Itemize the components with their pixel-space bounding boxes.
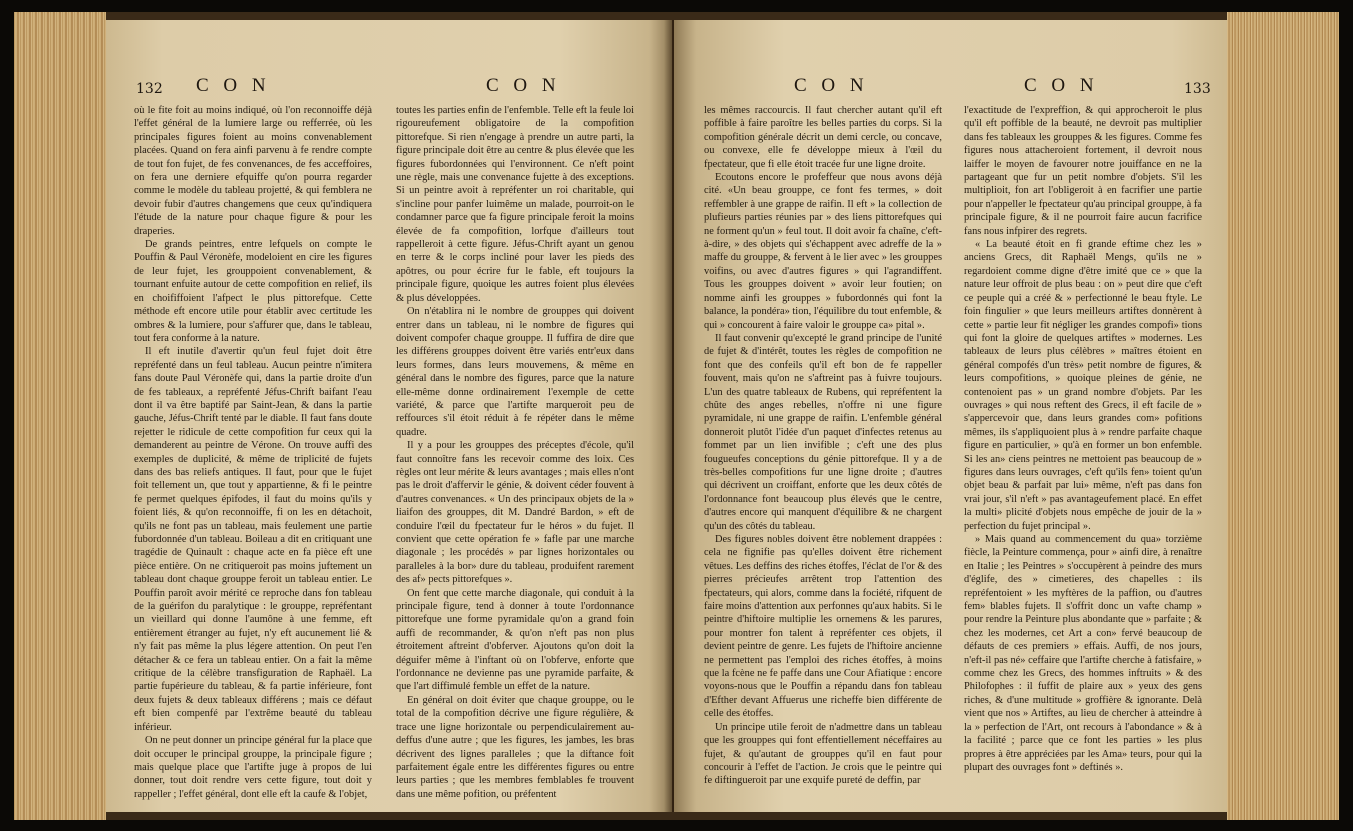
text-column-right — [964, 104, 1202, 774]
page-edges-right — [1227, 12, 1339, 820]
page-number: 132 — [136, 81, 163, 97]
paragraph: Il faut convenir qu'excepté le grand principe de l'unité de fujet & d'intérêt, toutes les règles de compofition ne font que des confeils qu'il eft bon de fe rappeller fouvent, mais qu'on ne s'aftreint pas à fuivre toujours. L'un des quatre tableaux de Rubens, qui repréfentent la chûte des anges rebelles, n'offre ni une figure pyramidale, ni une grappe de raifin. L'enfemble général donneroit plutôt l'idée d'un paquet d'infectes retenus au fommet par un lien invifible ; c'eft une des plus fougueufes conceptions du génie pittorefque. Il y a de très-belles compofitions fur une ligne droite ; d'autres qui décrivent un croiffant, enforte que les deux côtés de l'ordonnance font beaucoup plus élevés que le centre, d'autres encore qui manquent d'équilibre & ne chargent qu'un des côtés du tableau. — [704, 332, 942, 532]
paragraph: En général on doit éviter que chaque grouppe, ou le total de la compofition décrive une figure régulière, & trace une ligne horizontale ou perpendiculairement au-deffus d'une autre ; que les figures, les jambes, les bras décrivent des lignes paralleles ; que la diftance foit parfaitement égale entre les différentes figures ou entre leurs parties ; que les membres femblables fe trouvent dans une même pofition, ou préfentent — [396, 694, 634, 800]
paragraph: toutes les parties enfin de l'enfemble. Telle eft la feule loi rigoureufement obligatoire de la compofition pittorefque. Si rien n'engage à prendre un autre parti, la figure principale doit être au centre & plus élevée que les figures fubordonnées qui l'environnent. Ce n'eft point une règle, mais une convenance fujette à des exceptions. Si un peintre avoit à repréfenter un roi charitable, qui s'incline pour panfer luimême un malade, pourroit-on le condamner parce que fa figure principale feroit la moins élevée de fa compofition, lorfque d'ailleurs tout rappelleroit à cette figure. Jéfus-Chrift ayant un genou en terre & le corps incliné pour laver les pieds des apôtres, ou pour écrire fur le fable, eft toujours la principale figure, quoique les autres foient plus élevées & plus développées. — [396, 105, 634, 304]
paragraph: Ecoutons encore le profeffeur que nous avons déjà cité. «Un beau grouppe, ce font fes termes, » doit reffembler à une grappe de raifin. Il eft » la collection de plufieurs parties réunies par » des liens pittorefques qui ne forment qu'un » feul tout. Il doit avoir fa chaîne, c'eft-à-dire, » des objets qui s'échappent avec adreffe de la » maffe du grouppe, & fervent à le lier avec » les grouppes voifins, ou avec d'autres figures » qui l'agrandiffent. Tous les grouppes doivent » avoir leur foutien; on nomme ainfi les grouppes » fubordonnés qui font la balance, la pondéra» tion, l'équilibre du tout enfemble, & qui » concourent à faire valoir le grouppe ca» pital ». — [704, 172, 942, 331]
paragraph: De grands peintres, entre lefquels on compte le Pouffin & Paul Véronèfe, modeloient en cire les figures de leur fujet, les grouppoient convenablement, & tournant enfuite autour de cette compofition en relief, ils en choififfoient l'afpect le plus pittorefque. Cette méthode eft encore utile pour établir avec certitude les ombres & la lumiere, pour s'affurer que, dans le tableau, tout fera conforme à la nature. — [134, 239, 372, 344]
page-edges-left — [14, 12, 106, 820]
paragraph: « La beauté étoit en fi grande eftime chez les » anciens Grecs, dit Raphaël Mengs, qu'ils ne » regardoient comme digne d'être imité que ce » que la nature leur offroit de plus beau : on » peut dire que c'eft ce peuple qui a créé & » perfectionné le beau ftyle. Le foin fingulier » que leurs meilleurs artiftes donnèrent à cette » partie leur fit négliger les grandes compofi» tions qui font la gloire de quelques artiftes » modernes. Les tableaux de leurs plus célèbres » maîtres étoient en général compofés d'un très» petit nombre de figures, & leurs compofitions, » quoique pleines de génie, ne contenoient pas » un grand nombre d'objets. Par les ouvrages » qui nous reftent des Grecs, il eft facile de » s'appercevoir que, dans leurs grandes com» pofitions mêmes, ils s'appliquoient plus à » rendre parfaite chaque figure en particulier, » qu'à en former un bon enfemble. Si les an» ciens peintres ne mettoient pas beaucoup de » figures dans leurs ouvrages, c'eft qu'ils fen» toient qu'un objet beau & parfait par lui» même, n'eft pas dans fon vrai jour, s'il n'eft » pas avantageufement placé. En effet la multi» plicité d'objets nous empêche de jouir de la » perfection du fujet principal ». — [964, 239, 1202, 532]
running-headword: C O N — [196, 75, 271, 96]
paragraph: Des figures nobles doivent être noblement drappées : cela ne fignifie pas qu'elles doivent être richement vêtues. Les deffins des riches étoffes, l'éclat de l'or & des pierres précieufes arrêtent trop l'attention des fpectateurs, qui alors, comme dans la fociété, rifquent de faire moins d'attention aux perfonnes qu'aux habits. Si le peintre d'hiftoire multiplie les ornemens & les parures, pour montrer fon talent à repréfenter ces objets, il devient peintre de genre. Les fujets de l'hiftoire ancienne ne permettent pas l'emploi des riches étoffes, à moins que la fcène ne fe paffe dans une Cour Afiatique : encore voyons-nous que le Pouffin a répandu dans fon tableau d'Efther devant Affuerus une richeffe bien différente de celle des étoffes. — [704, 534, 942, 720]
running-headword: C O N — [794, 75, 869, 96]
right-page-header — [674, 75, 1227, 101]
open-book — [14, 12, 1339, 820]
running-headword: C O N — [486, 75, 561, 96]
paragraph: On n'établira ni le nombre de grouppes qui doivent entrer dans un tableau, ni le nombre de figures qui doivent compofer chaque grouppe. Il fuffira de dire que les différens grouppes doivent être variés entr'eux dans leurs formes, dans leurs mouvemens, & même en général dans le nombre des figures, parce que la nature elle-même donne ordinairement l'exemple de cette variété, & parce que l'artifte marqueroit peu de reffources s'il étoit réduit à fe répéter dans le même quadre. — [396, 306, 634, 438]
paragraph: Il eft inutile d'avertir qu'un feul fujet doit être repréfenté dans un feul tableau. Aucun peintre n'imitera fans doute Paul Véronèfe qui, dans la partie droite d'un de fes tableaux, a repréfenté Jéfus-Chrift baifant l'eau dont il va être baptifé par Saint-Jean, & dans la partie gauche, Jéfus-Chrift tenté par le diable. Il faut fans doute rejetter le ridicule de cette compofition fur ceux qui la demanderent au peintre de Vérone. On trouve auffi des exemples de duplicité, & même de triplicité de fujets dans des bas reliefs antiques. Il faut, pour que le fujet foit tellement un, que tout y appartienne, & fi le peintre fe permet quelques épifodes, il faut du moins qu'ils y foient liés, & qu'on reconnoiffe, fi on les en détachoit, qu'ils ne font pas un tableau, mais feulement une partie fubordonnée d'un tableau. Boileau a dit en critiquant une tragédie de Quinault : chaque acte en fa pièce eft une pièce entière. On ne critiqueroit pas moins juftement un tableau dont chaque grouppe feroit un tableau entier. Le Pouffin paroît avoir mérité ce reproche dans fon tableau de la guérifon du paralytique : le grouppe, repréfentant un vieillard qui donne l'aumône à une femme, eft entièrement étranger au fujet, n'y eft aucunement lié & n'y fait pas même la plus légere attention. On peut l'en détacher & ce fera un tableau entier. On a fait la même critique de la célèbre transfiguration de Raphaël. La partie fupérieure du tableau, & fa partie inférieure, font deux fujets & deux tableaux différens ; mais ce défaut eft bien compenfé par l'extrême beauté du tableau inférieur. — [134, 346, 372, 733]
left-page — [106, 20, 672, 812]
paragraph: les mêmes raccourcis. Il faut chercher autant qu'il eft poffible à faire paroître les belles parties du corps. Si la compofition générale décrit un demi cercle, ou concave, ou convexe, elle fe développe mieux à l'œil du fpectateur, que fi elle étoit tracée fur une ligne droite. — [704, 105, 942, 170]
paragraph: l'exactitude de l'expreffion, & qui approcheroit le plus qu'il eft poffible de la beauté, ne devroit pas multiplier dans fes tableaux les grouppes & les figures. Comme fes figures nous attacheroient fortement, il devroit nous laiffer le moyen de favourer notre jouiffance en ne la partageant que fur un petit nombre d'objets. S'il les multiplioit, fon art l'obligeroit à en facrifier une partie pour n'appeller le fpectateur qu'au principal grouppe, à fa principale figure, & il ne pourroit faire aucun facrifice fans nous infpirer des regrets. — [964, 105, 1202, 237]
paragraph: Il y a pour les grouppes des préceptes d'école, qu'il faut connoître fans les recevoir comme des loix. Ces règles ont leur mérite & leurs avantages ; mais elles n'ont pas le droit d'affervir le génie, & doivent céder fouvent à d'autres convenances. « Un des principaux objets de la » liaifon des grouppes, dit M. Dandré Bardon, » eft de conduire l'œil du fpectateur fur le héros » du fujet. Il convient que cette opération fe » fafle par une marche diagonale ; les procédés » par lignes horizontales ou paralleles à la bor» dure du tableau, produifent rarement des af» pects pittorefques ». — [396, 440, 634, 586]
page-number: 133 — [1184, 81, 1211, 97]
running-headword: C O N — [1024, 75, 1099, 96]
left-page-header — [106, 75, 672, 101]
text-column-right — [396, 104, 634, 801]
text-column-left — [704, 104, 942, 788]
paragraph: On ne peut donner un principe général fur la place que doit occuper le principal grouppe, la principale figure ; mais quelque place que l'artifte juge à propos de lui donner, tout doit rendre vers cette figure, tout doit y rappeller ; l'effet général, dont elle eft la caufe & l'objet, — [134, 735, 372, 800]
text-column-left — [134, 104, 372, 801]
right-page — [674, 20, 1227, 812]
paragraph: On fent que cette marche diagonale, qui conduit à la principale figure, tend à donner à toute l'ordonnance pittorefque une forme pyramidale qu'on a grand foin auffi de recommander, & qu'on n'eft pas non plus étroitement aftreint d'obferver. Ajoutons qu'on doit la déguifer même à l'inftant où on l'obferve, enforte que l'ordonnance ne devienne pas une pyramide parfaite, & que l'art diffimulé femble un effet de la nature. — [396, 587, 634, 693]
paragraph: » Mais quand au commencement du qua» torzième fiècle, la Peinture commença, pour » ainfi dire, à renaître en Italie ; les Peintres » s'occupèrent à peindre des murs d'églife, des » cimetieres, des chapelles : ils repréfentoient » les myftères de la paffion, ou d'autres fem» blables fujets. Il s'offrit donc un vafte champ » pour rendre la Peinture plus abondante que » parfaite ; & chez les modernes, cet Art a con» fervé beaucoup de défauts de ces premiers » effais. Auffi, de nos jours, n'eft-il pas né» ceffaire que l'artifte cherche à fatisfaire, » comme chez les Grecs, des hommes inftruits » & des Philofophes : il fuffit de plaire aux » yeux des gens riches, & d'une multitude » groffière & ignorante. Delà vient que nos » Artiftes, au lieu de chercher à atteindre à la » perfection de l'Art, ont recours à l'abondance » & à la facilité ; parce que ce font les parties » les plus propres à être appréciées par les Ama» teurs, pour qui la plupart des ouvrages font » deftinés ». — [964, 534, 1202, 773]
paragraph: où le fite foit au moins indiqué, où l'on reconnoiffe déjà l'effet général de la lumiere large ou refferrée, où les principales figures foient au moins convenablement placées. Quand on fera ainfi parvenu à fe rendre compte de tout fon fujet, de fes convenances, de fes acceffoires, on fera une derniere efquiffe qu'on pourra regarder comme le modèle du tableau projetté, & qui femblera ne devoir fubir d'autres changemens que ceux qu'indiquera l'étude de la nature pour chaque figure & pour les draperies. — [134, 105, 372, 237]
paragraph: Un principe utile feroit de n'admettre dans un tableau que les grouppes qui font effentiellement néceffaires au fujet, & qu'autant de grouppes qu'il en faut pour concourir à l'effet de l'action. Je crois que le peintre qui fe diftingueroit par une exquife pureté de deffin, par — [704, 721, 942, 787]
